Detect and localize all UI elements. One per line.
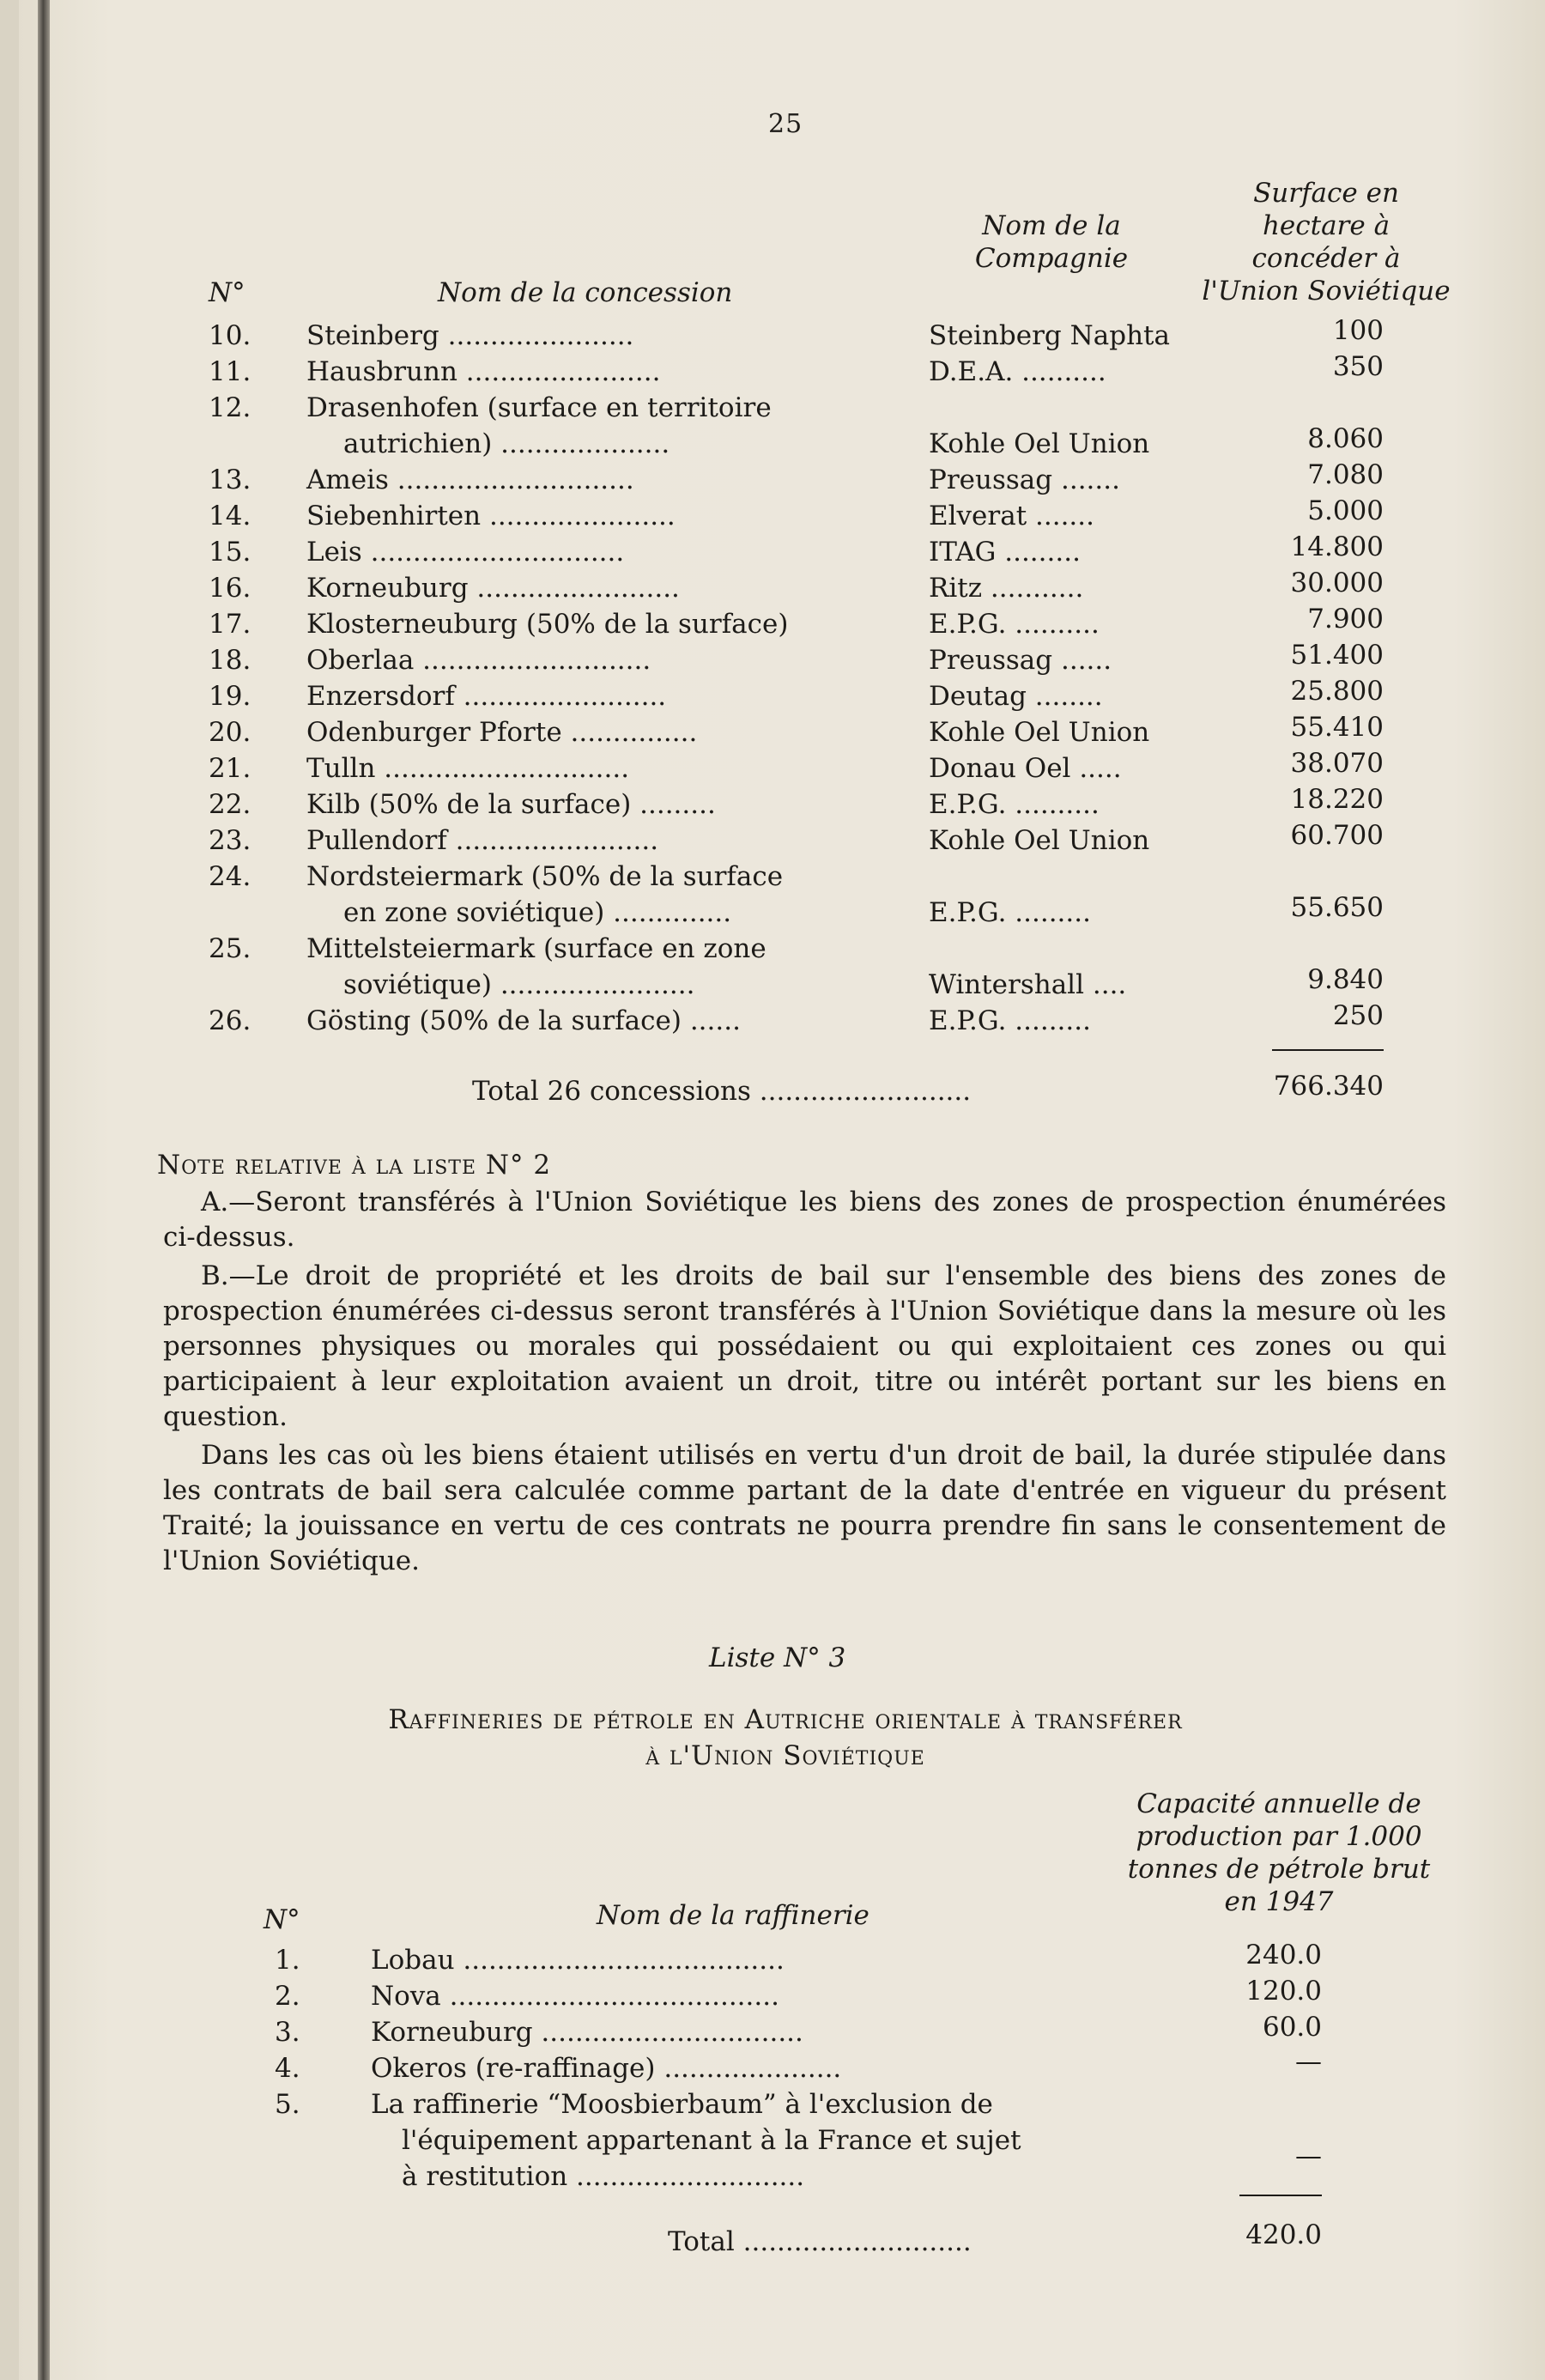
- company-name: Steinberg Naphta: [929, 320, 1170, 351]
- concession-name: Drasenhofen (surface en territoire: [306, 392, 772, 423]
- note-paragraph-a: A.—Seront transférés à l'Union Soviétique les biens des zones de prospection énumérées ci-dessus.: [163, 1187, 1446, 1253]
- concession-name: Steinberg ......................: [306, 320, 634, 351]
- company-name: ITAG .........: [929, 537, 1081, 568]
- concession-number: 17.: [209, 609, 251, 640]
- surface-value: 51.400: [1290, 640, 1384, 671]
- refinery-total-label: Total ...........................: [668, 2226, 972, 2257]
- total-concessions-value: 766.340: [1273, 1071, 1384, 1102]
- concession-name: Mittelsteiermark (surface en zone: [306, 933, 766, 964]
- company-name: Elverat .......: [929, 501, 1094, 531]
- refinery-name: Nova .......................................: [371, 1981, 779, 2012]
- concession-number: 21.: [209, 753, 251, 784]
- refinery-number: 4.: [275, 2053, 300, 2084]
- refinery-capacity: —: [1295, 2046, 1322, 2077]
- concession-number: 18.: [209, 645, 251, 676]
- surface-value: 7.080: [1307, 459, 1384, 490]
- company-name: Wintershall ....: [929, 969, 1127, 1000]
- concession-name: Nordsteiermark (50% de la surface: [306, 861, 784, 892]
- concession-name: Klosterneuburg (50% de la surface): [306, 609, 789, 640]
- surface-value: 350: [1332, 351, 1384, 382]
- concession-number: 20.: [209, 717, 251, 748]
- concession-number: 13.: [209, 464, 251, 495]
- surface-value: 14.800: [1290, 531, 1384, 562]
- total-rule: [1272, 1049, 1384, 1051]
- concession-number: 26.: [209, 1005, 251, 1036]
- surface-value: 25.800: [1290, 676, 1384, 707]
- refinery-capacity: 120.0: [1245, 1976, 1322, 2007]
- concession-number: 14.: [209, 501, 251, 531]
- concession-name: Siebenhirten ......................: [306, 501, 676, 531]
- refinery-name: Korneuburg ...............................: [371, 2017, 803, 2048]
- binding-shadow: [38, 0, 50, 2380]
- refinery-name-continued: l'équipement appartenant à la France et sujet: [402, 2125, 1021, 2156]
- surface-value: 5.000: [1307, 495, 1384, 526]
- concession-name: Leis ..............................: [306, 537, 625, 568]
- header-no: N°: [209, 277, 245, 308]
- concession-number: 11.: [209, 356, 251, 387]
- note-paragraph-b: B.—Le droit de propriété et les droits de bail sur l'ensemble des biens des zones de prospection énumérées ci-dessus seront transférés à l'Union Soviétique dans la mesure où les personnes physiques ou morales qui possédaient ou qui exploitaient ces zones ou qui participaient à leur exploitation avaient un droit, titre ou intérêt portant sur les biens en question.: [163, 1260, 1446, 1432]
- refinery-number: 1.: [275, 1945, 300, 1976]
- header-surface: Surface en hectare à concéder à l'Union Soviétique: [1202, 178, 1451, 307]
- surface-value: 60.700: [1290, 820, 1384, 851]
- header-no-refinery: N°: [264, 1904, 300, 1935]
- refinery-name-continued: à restitution ...........................: [402, 2161, 805, 2192]
- concession-number: 12.: [209, 392, 251, 423]
- list3-heading-1: Raffineries de pétrole en Autriche orientale à transférer: [388, 1704, 1183, 1735]
- concession-number: 24.: [209, 861, 251, 892]
- refinery-total-rule: [1239, 2195, 1322, 2196]
- concession-name: Enzersdorf ........................: [306, 681, 667, 712]
- refinery-number: 5.: [275, 2089, 300, 2120]
- company-name: E.P.G. .........: [929, 897, 1091, 928]
- company-name: Kohle Oel Union: [929, 428, 1150, 459]
- refinery-total-value: 420.0: [1245, 2219, 1322, 2250]
- concession-number: 15.: [209, 537, 251, 568]
- company-name: Preussag ......: [929, 645, 1112, 676]
- concession-number: 22.: [209, 789, 251, 820]
- company-name: Kohle Oel Union: [929, 717, 1150, 748]
- concession-name: Korneuburg ........................: [306, 573, 680, 604]
- note-paragraph-c: Dans les cas où les biens étaient utilisés en vertu d'un droit de bail, la durée stipulée dans les contrats de bail sera calculée comme partant de la date d'entrée en vigueur du présent Traité; la jouissance en vertu de ces contrats ne pourra prendre fin sans le consentement de l'Union Soviétique.: [163, 1440, 1446, 1576]
- surface-value: 9.840: [1307, 964, 1384, 995]
- company-name: Preussag .......: [929, 464, 1120, 495]
- header-refinery: Nom de la raffinerie: [597, 1900, 869, 1931]
- concession-name: Hausbrunn .......................: [306, 356, 661, 387]
- refinery-name: La raffinerie “Moosbierbaum” à l'exclusion de: [371, 2089, 993, 2120]
- concession-name: Gösting (50% de la surface) ......: [306, 1005, 741, 1036]
- note-heading: Note relative à la liste N° 2: [157, 1150, 552, 1181]
- concession-name: Pullendorf ........................: [306, 825, 659, 856]
- company-name: E.P.G. ..........: [929, 789, 1100, 820]
- total-concessions-label: Total 26 concessions .........................: [472, 1076, 972, 1107]
- header-capacity: Capacité annuelle de production par 1.000 tonnes de pétrole brut en 1947: [1127, 1788, 1431, 1917]
- concession-number: 16.: [209, 573, 251, 604]
- concession-number: 25.: [209, 933, 251, 964]
- refinery-name: Lobau ......................................: [371, 1945, 785, 1976]
- surface-value: 55.650: [1290, 892, 1384, 923]
- company-name: E.P.G. .........: [929, 1005, 1091, 1036]
- refinery-capacity: —: [1295, 2140, 1322, 2171]
- company-name: Ritz ...........: [929, 573, 1084, 604]
- surface-value: 7.900: [1307, 604, 1384, 634]
- company-name: Deutag ........: [929, 681, 1103, 712]
- refinery-name: Okeros (re-raffinage) .....................: [371, 2053, 842, 2084]
- company-name: E.P.G. ..........: [929, 609, 1100, 640]
- refinery-capacity: 60.0: [1262, 2012, 1322, 2043]
- surface-value: 250: [1332, 1000, 1384, 1031]
- concession-name: Tulln .............................: [306, 753, 630, 784]
- surface-value: 30.000: [1290, 568, 1384, 598]
- list3-title: Liste N° 3: [709, 1642, 846, 1673]
- company-name: D.E.A. ..........: [929, 356, 1106, 387]
- surface-value: 8.060: [1307, 423, 1384, 454]
- refinery-number: 3.: [275, 2017, 300, 2048]
- refinery-capacity: 240.0: [1245, 1940, 1322, 1970]
- surface-value: 38.070: [1290, 748, 1384, 779]
- concession-name-continued: soviétique) .......................: [343, 969, 695, 1000]
- list3-heading-2: à l'Union Soviétique: [645, 1740, 925, 1771]
- page-number: 25: [768, 109, 803, 139]
- concession-name: Kilb (50% de la surface) .........: [306, 789, 716, 820]
- surface-value: 55.410: [1290, 712, 1384, 743]
- company-name: Donau Oel .....: [929, 753, 1122, 784]
- concession-name: Odenburger Pforte ...............: [306, 717, 698, 748]
- note-body: [163, 1185, 1446, 1582]
- concession-number: 10.: [209, 320, 251, 351]
- concession-number: 23.: [209, 825, 251, 856]
- refinery-number: 2.: [275, 1981, 300, 2012]
- surface-value: 18.220: [1290, 784, 1384, 815]
- concession-number: 19.: [209, 681, 251, 712]
- header-concession: Nom de la concession: [438, 277, 733, 308]
- concession-name-continued: autrichien) ....................: [343, 428, 670, 459]
- header-company: Nom de la Compagnie: [974, 210, 1129, 274]
- company-name: Kohle Oel Union: [929, 825, 1150, 856]
- concession-name-continued: en zone soviétique) ..............: [343, 897, 732, 928]
- concession-name: Oberlaa ...........................: [306, 645, 651, 676]
- concession-name: Ameis ............................: [306, 464, 634, 495]
- surface-value: 100: [1332, 315, 1384, 346]
